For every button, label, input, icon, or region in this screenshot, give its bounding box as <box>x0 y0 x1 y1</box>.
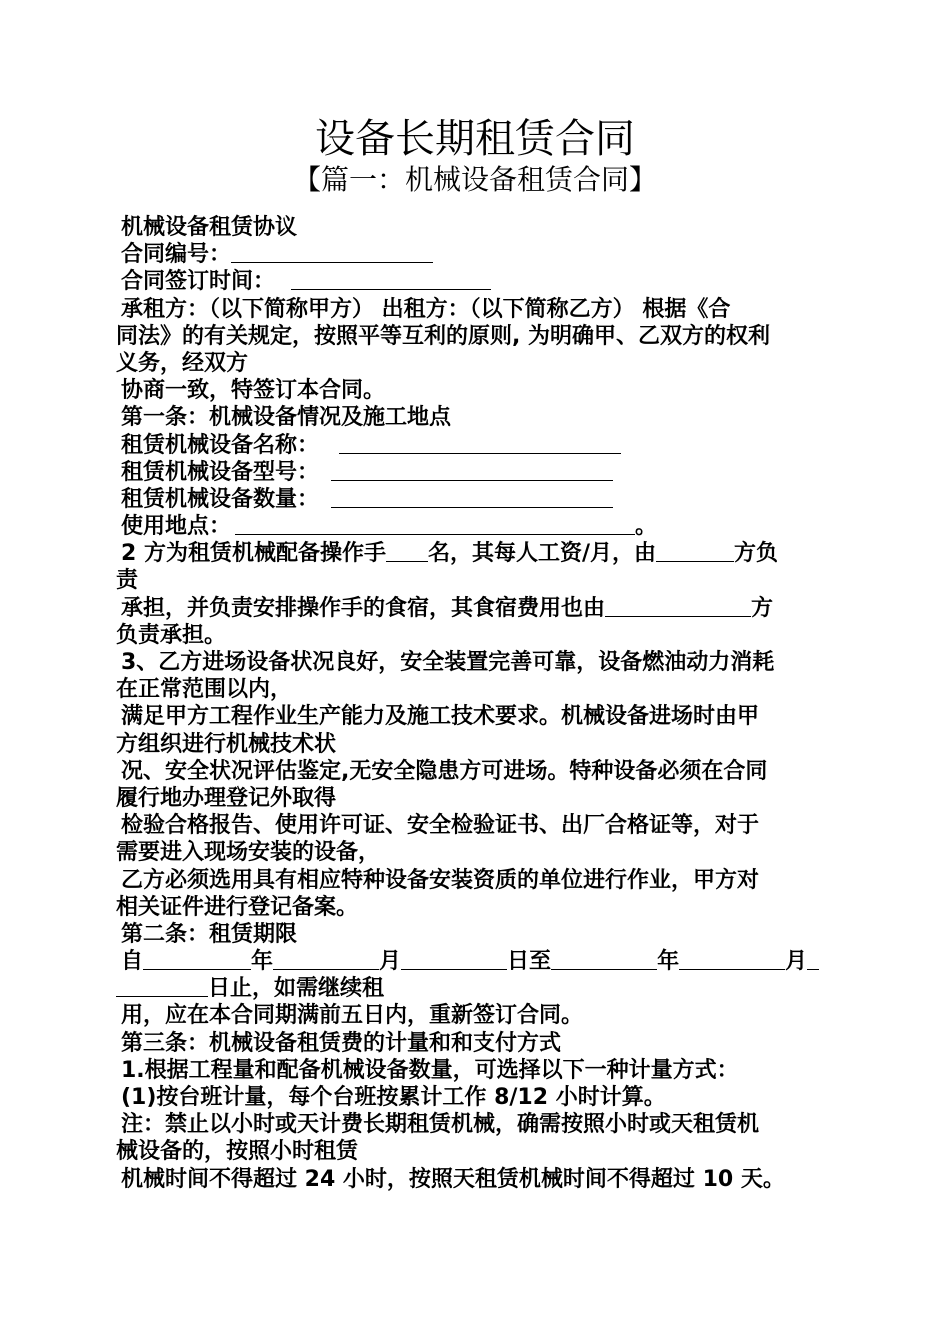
date-text: 年 <box>657 949 680 975</box>
date-blank <box>116 976 208 997</box>
date-text: 自 <box>121 949 144 975</box>
period-mark: 。 <box>635 514 658 540</box>
paragraph-line: 相关证件进行登记备案。 <box>116 894 359 920</box>
date-blank <box>143 949 251 970</box>
contract-number-label: 合同编号： <box>121 242 232 268</box>
paragraph-line: 履行地办理登记外取得 <box>116 785 337 811</box>
signing-time-blank <box>291 269 491 290</box>
paragraph-line: 检验合格报告、使用许可证、安全检验证书、出厂合格证等，对于 <box>121 813 760 839</box>
paragraph-line: 同法》的有关规定，按照平等互利的原则, 为明确甲、乙双方的权利 <box>116 323 771 349</box>
date-blank <box>273 949 379 970</box>
equipment-name-blank <box>339 433 621 454</box>
accommodation-line <box>116 595 836 622</box>
accommodation-text: 方 <box>751 595 774 621</box>
contract-number-blank <box>231 242 433 263</box>
date-blank <box>679 949 785 970</box>
date-text: 日至 <box>507 949 552 975</box>
note-line: 注：禁止以小时或天计费长期租赁机械，确需按照小时或天租赁机 <box>121 1112 760 1138</box>
document-subtitle: 【篇一：机械设备租赁合同】 <box>292 163 657 196</box>
article-3-heading: 第三条：机械设备租赁费的计量和和支付方式 <box>121 1030 562 1056</box>
equipment-name-label: 租赁机械设备名称： <box>121 432 320 458</box>
operator-line <box>116 540 836 567</box>
operator-count-blank <box>386 541 428 562</box>
lease-period-line-2 <box>116 975 836 1002</box>
party-blank <box>656 541 734 562</box>
date-text: 年 <box>251 949 274 975</box>
paragraph-line: (1)按台班计量，每个台班按累计工作 8/12 小时计算。 <box>121 1085 666 1110</box>
usage-location-line <box>116 513 836 540</box>
operator-text: 方负 <box>734 541 779 567</box>
date-blank <box>807 949 819 970</box>
paragraph-line: 负责承担。 <box>116 622 227 648</box>
equipment-model-line <box>116 459 836 486</box>
operator-text: 名，其每人工资/月，由 <box>427 541 657 567</box>
date-text: 月 <box>379 949 402 975</box>
date-text: 日止，如需继续租 <box>208 976 385 1002</box>
paragraph-line: 1.根据工程量和配备机械设备数量，可选择以下一种计量方式： <box>121 1057 739 1083</box>
paragraph-line: 责 <box>116 568 139 594</box>
paragraph-line: 满足甲方工程作业生产能力及施工技术要求。机械设备进场时由甲 <box>121 704 760 730</box>
party-blank <box>605 596 751 617</box>
usage-location-label: 使用地点： <box>121 514 232 540</box>
paragraph-line: 方组织进行机械技术状 <box>116 731 337 757</box>
usage-location-blank <box>235 514 635 535</box>
document-title: 设备长期租赁合同 <box>315 116 635 162</box>
signing-time-label: 合同签订时间： <box>121 269 276 295</box>
equipment-quantity-line <box>116 486 836 513</box>
equipment-model-label: 租赁机械设备型号： <box>121 459 320 485</box>
equipment-quantity-label: 租赁机械设备数量： <box>121 486 320 512</box>
signing-time-line <box>116 268 836 295</box>
paragraph-line: 用，应在本合同期满前五日内，重新签订合同。 <box>121 1003 584 1029</box>
article-2-heading: 第二条：租赁期限 <box>121 921 298 947</box>
date-blank <box>551 949 657 970</box>
paragraph-line: 3、乙方进场设备状况良好，安全装置完善可靠，设备燃油动力消耗 <box>121 650 775 675</box>
equipment-quantity-blank <box>331 487 613 508</box>
date-text: 月 <box>785 949 808 975</box>
paragraph-line: 况、安全状况评估鉴定,无安全隐患方可进场。特种设备必须在合同 <box>121 758 768 784</box>
operator-text: 2 方为租赁机械配备操作手 <box>121 541 386 567</box>
paragraph-line: 在正常范围以内， <box>116 677 293 703</box>
paragraph-line: 乙方必须选用具有相应特种设备安装资质的单位进行作业，甲方对 <box>121 867 760 893</box>
paragraph-line: 协商一致，特签订本合同。 <box>121 378 386 404</box>
accommodation-text: 承担，并负责安排操作手的食宿，其食宿费用也由 <box>121 595 606 621</box>
contract-number-line <box>116 241 836 268</box>
contract-body <box>116 214 836 1193</box>
paragraph-line: 需要进入现场安装的设备， <box>116 840 381 866</box>
agreement-heading: 机械设备租赁协议 <box>121 215 298 240</box>
paragraph-line: 机械时间不得超过 24 小时，按照天租赁机械时间不得超过 10 天。 <box>121 1166 785 1192</box>
paragraph-line: 承租方：（以下简称甲方） 出租方：（以下简称乙方） 根据《合 <box>121 296 731 322</box>
equipment-model-blank <box>331 460 613 481</box>
article-1-heading: 第一条：机械设备情况及施工地点 <box>121 405 452 431</box>
lease-period-line <box>116 948 836 975</box>
date-blank <box>401 949 507 970</box>
paragraph-line: 义务，经双方 <box>116 350 249 376</box>
equipment-name-line <box>116 432 836 459</box>
paragraph-line: 械设备的，按照小时租赁 <box>116 1139 359 1165</box>
